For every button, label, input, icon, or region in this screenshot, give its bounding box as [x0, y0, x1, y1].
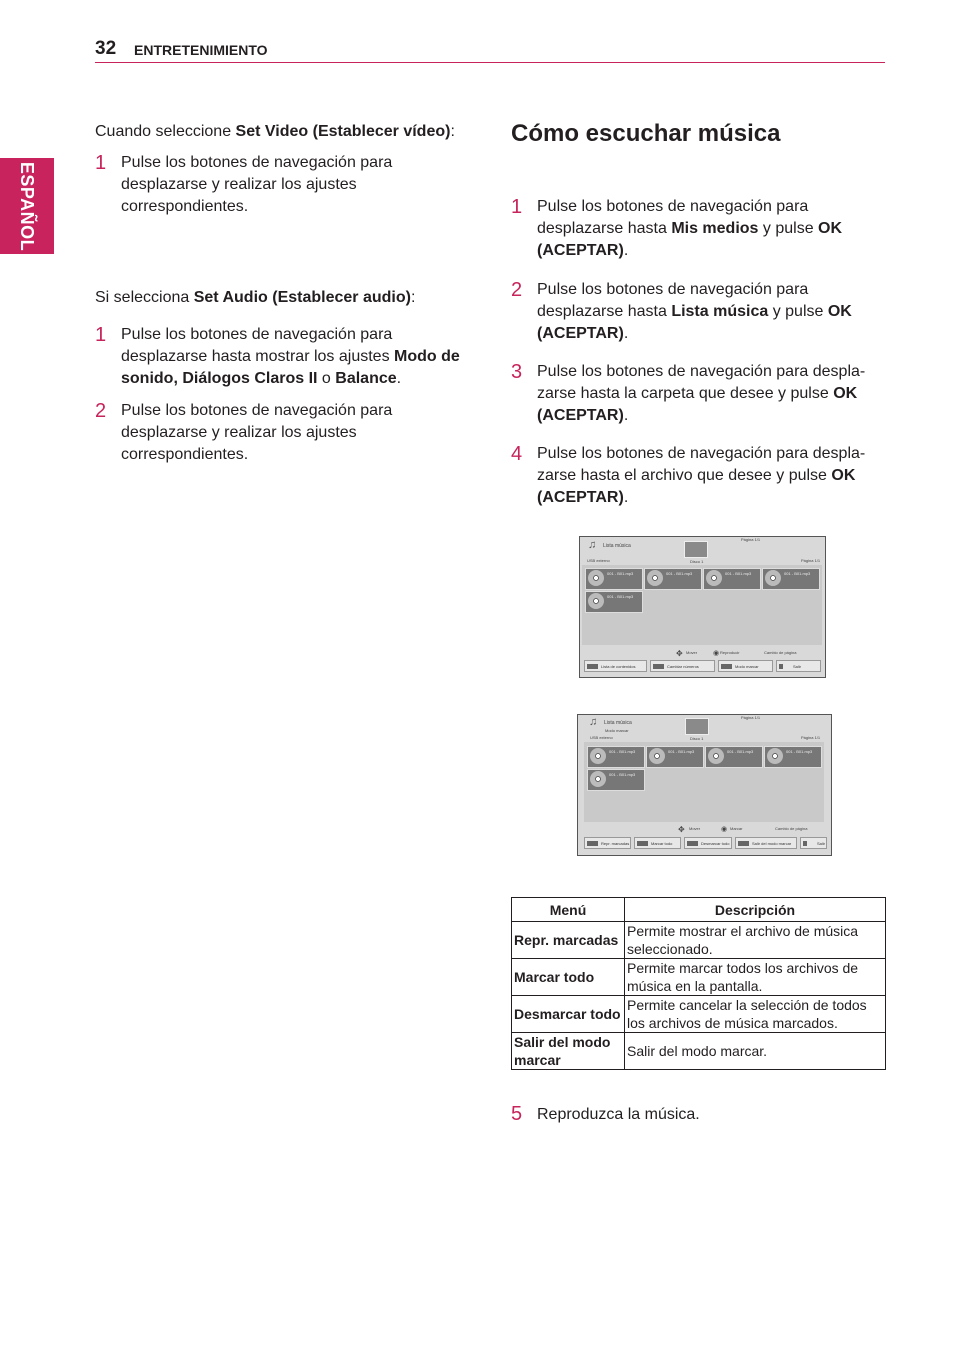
audio-step-number-1: 1 — [95, 324, 107, 346]
page-number: 32 — [95, 38, 117, 59]
music-step-number-2: 2 — [511, 279, 523, 301]
page-indicator-top: Página 1/1 — [741, 715, 761, 720]
exit-button[interactable]: Salir — [776, 660, 821, 672]
music-file-thumb[interactable]: 001 - B01.mp3 — [587, 769, 645, 791]
music-list-screenshot — [579, 536, 826, 678]
disc-icon — [647, 570, 663, 586]
header-rule — [95, 62, 885, 63]
page-indicator: Página 1/1 — [801, 558, 821, 563]
ok-icon: ◉ — [713, 650, 720, 657]
drive-label: Disco 1 — [690, 736, 704, 741]
play-marked-button[interactable]: Repr. marcadas — [584, 837, 631, 849]
content-list-button[interactable]: Lista de contenidos — [584, 660, 647, 672]
header-menu: Menú — [512, 898, 625, 922]
music-file-thumb[interactable]: 001 - B01.mp3 — [705, 746, 763, 768]
section-title: ENTRETENIMIENTO — [134, 42, 268, 58]
disc-icon — [706, 570, 722, 586]
table-row — [512, 1033, 886, 1070]
video-intro: Cuando seleccione Set Video (Establecer vídeo): — [95, 123, 455, 140]
music-file-thumb[interactable]: 001 - B01.mp3 — [646, 746, 704, 768]
move-label: Mover — [689, 826, 701, 831]
music-file-thumb[interactable]: 001 - B01.mp3 — [644, 568, 702, 590]
music-file-thumb[interactable]: 001 - B01.mp3 — [587, 746, 645, 768]
music-note-icon: ♫ — [588, 539, 597, 551]
description-cell: Salir del modo marcar. — [625, 1033, 886, 1070]
music-step-text-4: Pulse los botones de navegación para despla-zarse hasta el archivo que desee y pulse OK (ACEPTAR). — [537, 445, 866, 506]
music-step-number-4: 4 — [511, 443, 523, 465]
file-grid — [584, 742, 824, 822]
music-step-text-5: Reproduzca la música. — [537, 1106, 700, 1123]
menu-cell: Repr. marcadas — [512, 922, 625, 959]
disc-icon — [649, 748, 665, 764]
music-file-thumb[interactable]: 001 - B01.mp3 — [585, 591, 643, 613]
music-file-thumb[interactable]: 001 - B01.mp3 — [585, 568, 643, 590]
table-row — [512, 996, 886, 1033]
music-note-icon: ♫ — [589, 716, 598, 728]
menu-cell: Desmarcar todo — [512, 996, 625, 1033]
table-row — [512, 959, 886, 996]
audio-intro: Si selecciona Set Audio (Establecer audio): — [95, 289, 416, 306]
source-label: USB externo — [587, 558, 610, 563]
mark-all-button[interactable]: Marcar todo — [634, 837, 681, 849]
audio-step-number-2: 2 — [95, 400, 107, 422]
audio-step-text-2: Pulse los botones de navegación para desplazarse y realizar los ajustes correspondientes. — [121, 402, 393, 463]
file-grid — [582, 565, 822, 645]
menu-cell: Salir del modo marcar — [512, 1033, 625, 1070]
music-step-text-2: Pulse los botones de navegación para desplazarse hasta Lista música y pulse OK (ACEPTAR). — [537, 281, 852, 342]
change-numbers-button[interactable]: Cambiar números — [650, 660, 715, 672]
screen-title: Lista música — [603, 543, 631, 549]
description-cell: Permite mostrar el archivo de música seleccionado. — [625, 922, 886, 959]
screen-subtitle: Modo marcar — [605, 728, 629, 733]
play-label: Reproducir — [720, 650, 740, 655]
ok-icon: ◉ — [721, 826, 728, 833]
menu-description-table — [511, 897, 886, 1070]
disc-icon — [588, 570, 604, 586]
menu-cell: Marcar todo — [512, 959, 625, 996]
music-file-thumb[interactable]: 001 - B01.mp3 — [764, 746, 822, 768]
folder-icon — [685, 718, 709, 735]
description-cell: Permite cancelar la selección de todos los archivos de música marcados. — [625, 996, 886, 1033]
disc-icon — [590, 771, 606, 787]
source-label: USB externo — [590, 735, 613, 740]
move-icon: ✥ — [678, 825, 685, 834]
section-heading: Cómo escuchar música — [511, 120, 781, 147]
screen-title: Lista música — [604, 720, 632, 726]
music-step-number-3: 3 — [511, 361, 523, 383]
disc-icon — [588, 593, 604, 609]
page-change-label: Cambio de página — [764, 650, 797, 655]
disc-icon — [765, 570, 781, 586]
page-indicator: Página 1/1 — [801, 735, 821, 740]
music-step-text-3: Pulse los botones de navegación para despla-zarse hasta la carpeta que desee y pulse OK (ACEPTAR). — [537, 363, 866, 424]
exit-mark-mode-button[interactable]: Salir del modo marcar — [735, 837, 797, 849]
move-label: Mover — [686, 650, 698, 655]
disc-icon — [708, 748, 724, 764]
header-description: Descripción — [625, 898, 886, 922]
disc-icon — [590, 748, 606, 764]
audio-step-text-1: Pulse los botones de navegación para desplazarse hasta mostrar los ajustes Modo de sonido, Diálogos Claros II o Balance. — [121, 326, 460, 387]
page-change-label: Cambio de página — [775, 826, 808, 831]
description-cell: Permite marcar todos los archivos de música en la pantalla. — [625, 959, 886, 996]
music-file-thumb[interactable]: 001 - B01.mp3 — [703, 568, 761, 590]
table-header-row — [512, 898, 886, 922]
folder-icon — [684, 541, 708, 558]
unmark-all-button[interactable]: Desmarcar todo — [684, 837, 732, 849]
screen-background — [580, 537, 825, 677]
exit-button[interactable]: Salir — [800, 837, 827, 849]
language-tab — [0, 158, 54, 254]
screen-background — [578, 715, 831, 855]
music-file-thumb[interactable]: 001 - B01.mp3 — [762, 568, 820, 590]
video-step-number: 1 — [95, 152, 107, 174]
language-tab-label: ESPAÑOL — [17, 161, 38, 251]
mark-mode-button[interactable]: Modo marcar — [718, 660, 773, 672]
disc-icon — [767, 748, 783, 764]
video-step-text: Pulse los botones de navegación para desplazarse y realizar los ajustes correspondientes. — [121, 154, 393, 215]
page-indicator-top: Página 1/1 — [741, 537, 761, 542]
music-step-text-1: Pulse los botones de navegación para desplazarse hasta Mis medios y pulse OK (ACEPTAR). — [537, 198, 843, 259]
move-icon: ✥ — [676, 649, 683, 658]
mark-label: Marcar — [730, 826, 743, 831]
drive-label: Disco 1 — [690, 559, 704, 564]
music-step-number-1: 1 — [511, 196, 523, 218]
table-row — [512, 922, 886, 959]
music-step-number-5: 5 — [511, 1103, 523, 1125]
mark-mode-screenshot — [577, 714, 832, 856]
